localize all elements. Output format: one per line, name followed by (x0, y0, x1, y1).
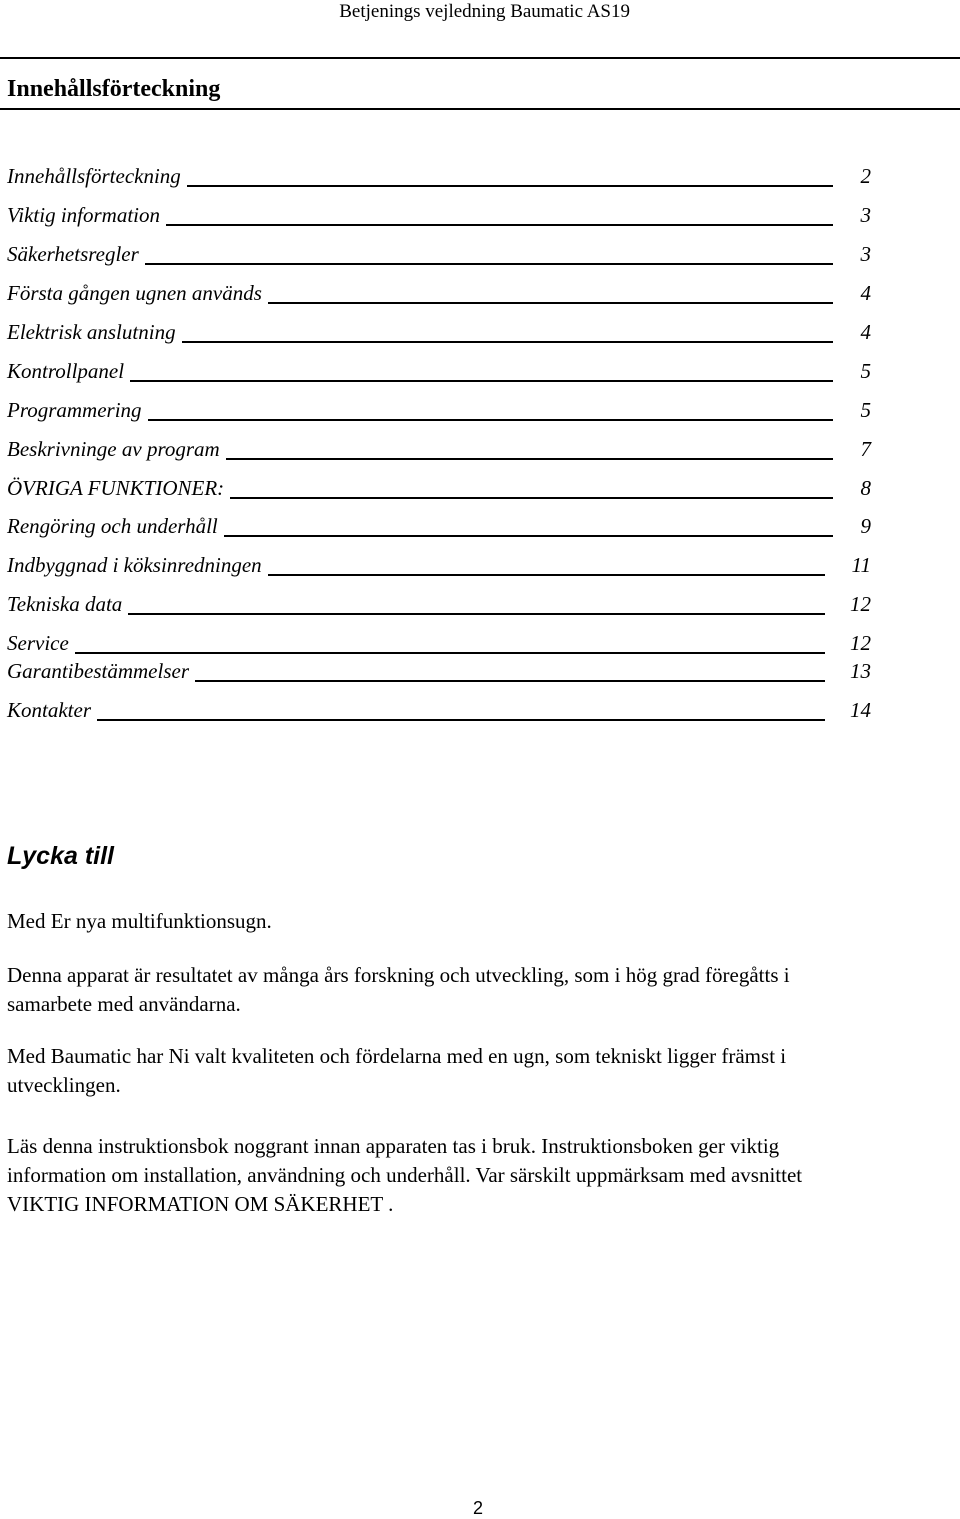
toc-entry-title: Innehållsförteckning (7, 164, 181, 188)
toc-entry[interactable] (7, 241, 871, 267)
toc-leader-line (182, 341, 833, 343)
toc-leader-line (268, 302, 833, 304)
toc-leader-line (187, 185, 833, 187)
toc-entry-page: 9 (860, 514, 871, 538)
toc-leader-line (128, 613, 825, 615)
toc-entry-title: Första gången ugnen används (7, 281, 262, 305)
toc-entry[interactable] (7, 475, 871, 501)
toc-leader-line (145, 263, 833, 265)
toc-entry-title: Garantibestämmelser (7, 659, 189, 683)
toc-leader-line (268, 574, 825, 576)
intro-paragraph: Denna apparat är resultatet av många års forskning och utveckling, som i hög grad föregåtts i samarbete med användarna. (7, 963, 790, 1016)
toc-entry-page: 2 (860, 164, 871, 188)
toc-leader-line (230, 497, 833, 499)
toc-entry[interactable] (7, 630, 871, 656)
running-header: Betjenings vejledning Baumatic AS19 (339, 1, 630, 22)
toc-entry[interactable] (7, 513, 871, 539)
intro-paragraph: Med Er nya multifunktionsugn. (7, 909, 272, 933)
toc-entry-page: 12 (850, 592, 871, 616)
toc-entry-title: Kontakter (7, 698, 91, 722)
toc-entry-title: Kontrollpanel (7, 359, 125, 383)
toc-entry[interactable] (7, 591, 871, 617)
toc-leader-line (75, 652, 825, 654)
toc-entry-title: Indbyggnad i köksinredningen (7, 553, 262, 577)
toc-entry[interactable] (7, 552, 871, 578)
toc-entry-page: 13 (850, 659, 871, 683)
toc-entry[interactable] (7, 163, 871, 189)
intro-paragraph: Med Baumatic har Ni valt kvaliteten och fördelarna med en ugn, som tekniskt ligger främst i utvecklingen. (7, 1044, 787, 1097)
page-number: 2 (473, 1498, 484, 1518)
toc-entry-page: 5 (860, 398, 871, 422)
toc-entry-title: Tekniska data (7, 592, 123, 616)
toc-entry-title: Programmering (7, 398, 142, 422)
intro-heading: Lycka till (7, 842, 114, 870)
toc-entry-page: 4 (860, 320, 871, 344)
toc-entry-title: Elektrisk anslutning (7, 320, 176, 344)
toc-entry-page: 7 (860, 437, 871, 461)
toc-entry[interactable] (7, 202, 871, 228)
toc-entry[interactable] (7, 658, 871, 684)
toc-entry-title: Viktig information (7, 203, 161, 227)
toc-entry-page: 5 (860, 359, 871, 383)
toc-entry-page: 12 (850, 631, 871, 655)
toc-entry-title: Rengöring och underhåll (7, 514, 218, 538)
toc-entry-page: 3 (860, 242, 871, 266)
toc-entry-page: 11 (851, 553, 871, 577)
toc-leader-line (130, 380, 833, 382)
toc-leader-line (166, 224, 833, 226)
toc-entry[interactable] (7, 436, 871, 462)
toc-entry[interactable] (7, 280, 871, 306)
toc-leader-line (226, 458, 833, 460)
toc-entry-page: 14 (850, 698, 871, 722)
toc-entry[interactable] (7, 358, 871, 384)
toc-entry-page: 4 (860, 281, 871, 305)
toc-leader-line (148, 419, 833, 421)
toc-entry-title: Service (7, 631, 69, 655)
toc-leader-line (97, 719, 825, 721)
toc-entry[interactable] (7, 319, 871, 345)
toc-entry-title: Säkerhetsregler (7, 242, 139, 266)
intro-paragraph: Läs denna instruktionsbok noggrant innan apparaten tas i bruk. Instruktionsboken ger viktig information om installation, användning och underhåll. Var särskilt uppmärksam med avsnittet VIKTIG INFORMATION OM SÄKERHET . (7, 1134, 803, 1216)
toc-entry-title: ÖVRIGA FUNKTIONER: (7, 476, 225, 500)
toc-entry-title: Beskrivninge av program (7, 437, 220, 461)
section-heading: Innehållsförteckning (7, 76, 221, 102)
toc-leader-line (195, 680, 825, 682)
toc-entry-page: 8 (860, 476, 871, 500)
toc-entry[interactable] (7, 697, 871, 723)
toc-entry-page: 3 (860, 203, 871, 227)
toc-leader-line (224, 535, 833, 537)
toc-entry[interactable] (7, 397, 871, 423)
